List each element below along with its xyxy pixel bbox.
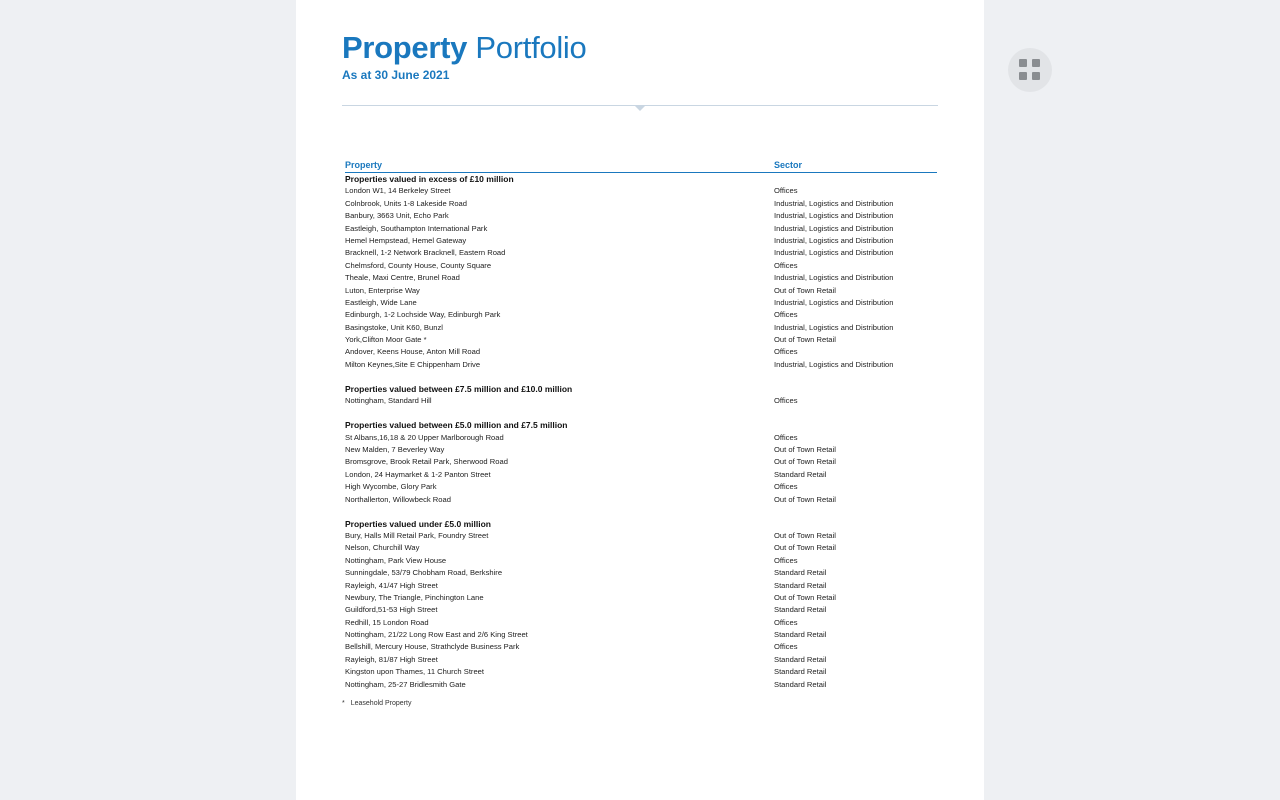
property-name: St Albans,16,18 & 20 Upper Marlborough Road [345, 432, 504, 442]
table-row [345, 359, 937, 371]
property-sector: Standard Retail [774, 580, 827, 590]
property-sector: Industrial, Logistics and Distribution [774, 211, 894, 221]
property-sector: Industrial, Logistics and Distribution [774, 273, 894, 283]
property-sector: Offices [774, 482, 798, 492]
grid-view-button[interactable] [1008, 48, 1052, 92]
group-heading: Properties valued under £5.0 million [345, 518, 491, 529]
property-sector: Out of Town Retail [774, 543, 836, 553]
property-sector: Industrial, Logistics and Distribution [774, 223, 894, 233]
property-name: London W1, 14 Berkeley Street [345, 186, 451, 196]
property-sector: Standard Retail [774, 679, 827, 689]
property-sector: Industrial, Logistics and Distribution [774, 248, 894, 258]
property-name: Andover, Keens House, Anton Mill Road [345, 347, 481, 357]
table-row [345, 629, 937, 641]
property-sector: Offices [774, 347, 798, 357]
property-name: Chelmsford, County House, County Square [345, 260, 492, 270]
table-row [345, 309, 937, 321]
property-name: Nottingham, 21/22 Long Row East and 2/6 King Street [345, 630, 528, 640]
property-sector: Offices [774, 396, 798, 406]
document-page [296, 0, 984, 800]
property-name: Guildford,51-53 High Street [345, 605, 438, 615]
table-row [345, 334, 937, 346]
table-row [345, 617, 937, 629]
property-sector: Industrial, Logistics and Distribution [774, 322, 894, 332]
property-sector: Offices [774, 617, 798, 627]
table-row [345, 223, 937, 235]
property-sector: Out of Town Retail [774, 494, 836, 504]
property-name: Bellshill, Mercury House, Strathclyde Business Park [345, 642, 520, 652]
table-row [345, 542, 937, 554]
table-row [345, 654, 937, 666]
property-name: Hemel Hempstead, Hemel Gateway [345, 235, 467, 245]
group-heading: Properties valued in excess of £10 million [345, 174, 514, 184]
property-group [345, 383, 937, 408]
property-name: London, 24 Haymarket & 1-2 Panton Street [345, 469, 491, 479]
property-sector: Industrial, Logistics and Distribution [774, 297, 894, 307]
footnote-mark: * [342, 700, 345, 707]
property-group [345, 518, 937, 691]
property-name: High Wycombe, Glory Park [345, 482, 437, 492]
property-name: Eastleigh, Southampton International Park [345, 223, 488, 233]
table-row [345, 185, 937, 197]
property-name: Banbury, 3663 Unit, Echo Park [345, 211, 449, 221]
property-sector: Industrial, Logistics and Distribution [774, 359, 894, 369]
column-header-sector: Sector [774, 160, 803, 170]
table-row [345, 679, 937, 691]
property-name: Kingston upon Thames, 11 Church Street [345, 667, 485, 677]
table-row [345, 285, 937, 297]
property-name: Rayleigh, 41/47 High Street [345, 580, 438, 590]
property-sector: Standard Retail [774, 469, 827, 479]
property-sector: Out of Town Retail [774, 592, 836, 602]
property-sector: Out of Town Retail [774, 457, 836, 467]
footnote [342, 700, 411, 707]
property-sector: Industrial, Logistics and Distribution [774, 198, 894, 208]
table-row [345, 395, 937, 407]
table-row [345, 210, 937, 222]
property-name: New Malden, 7 Beverley Way [345, 445, 445, 454]
table-row [345, 297, 937, 309]
table-row [345, 530, 937, 542]
property-name: Luton, Enterprise Way [345, 285, 420, 295]
property-group [345, 419, 937, 506]
table-row [345, 666, 937, 678]
property-name: Redhill, 15 London Road [345, 617, 429, 627]
table-row [345, 235, 937, 247]
table-row [345, 604, 937, 616]
property-table [345, 160, 937, 703]
property-name: Edinburgh, 1-2 Lochside Way, Edinburgh Park [345, 310, 501, 320]
table-row [345, 198, 937, 210]
table-header [345, 160, 937, 173]
property-name: Eastleigh, Wide Lane [345, 297, 417, 307]
property-name: Bromsgrove, Brook Retail Park, Sherwood Road [345, 457, 508, 467]
divider-notch [634, 105, 646, 111]
document-title [342, 30, 586, 66]
property-name: Colnbrook, Units 1-8 Lakeside Road [345, 198, 467, 208]
property-sector: Offices [774, 642, 798, 652]
group-heading: Properties valued between £5.0 million and £7.5 million [345, 420, 568, 431]
property-name: Nottingham, 25-27 Bridlesmith Gate [345, 679, 466, 689]
property-sector: Offices [774, 186, 798, 196]
property-sector: Standard Retail [774, 654, 827, 664]
table-row [345, 555, 937, 567]
table-row [345, 272, 937, 284]
property-name: Nelson, Churchill Way [345, 543, 420, 553]
property-name: Theale, Maxi Centre, Brunel Road [345, 273, 460, 283]
table-body [345, 173, 937, 691]
footnote-text: Leasehold Property [350, 700, 412, 707]
table-row [345, 481, 937, 493]
property-name: Rayleigh, 81/87 High Street [345, 654, 438, 664]
title-bold: Property [342, 30, 468, 65]
property-name: Bury, Halls Mill Retail Park, Foundry Street [345, 530, 489, 540]
table-row [345, 456, 937, 468]
table-row [345, 346, 937, 358]
property-name: York,Clifton Moor Gate * [345, 335, 427, 345]
property-sector: Offices [774, 260, 798, 270]
property-sector: Out of Town Retail [774, 285, 836, 295]
property-name: Basingstoke, Unit K60, Bunzl [345, 322, 443, 332]
title-regular: Portfolio [475, 30, 587, 65]
property-sector: Offices [774, 310, 798, 320]
table-row [345, 260, 937, 272]
table-row [345, 247, 937, 259]
column-header-property: Property [345, 160, 383, 170]
property-sector: Standard Retail [774, 630, 827, 640]
table-row [345, 469, 937, 481]
table-row [345, 444, 937, 456]
group-heading: Properties valued between £7.5 million and £10.0 million [345, 383, 573, 394]
property-sector: Standard Retail [774, 667, 827, 677]
property-name: Northallerton, Willowbeck Road [345, 494, 451, 504]
property-sector: Offices [774, 555, 798, 565]
property-sector: Out of Town Retail [774, 445, 836, 454]
property-sector: Offices [774, 432, 798, 442]
property-name: Bracknell, 1-2 Network Bracknell, Eastern Road [345, 248, 506, 258]
property-name: Milton Keynes,Site E Chippenham Drive [345, 359, 481, 369]
property-name: Nottingham, Park View House [345, 555, 447, 565]
table-row [345, 567, 937, 579]
table-row [345, 592, 937, 604]
property-sector: Out of Town Retail [774, 335, 836, 345]
property-name: Newbury, The Triangle, Pinchington Lane [345, 592, 484, 602]
table-row [345, 494, 937, 506]
document-subtitle: As at 30 June 2021 [342, 68, 450, 82]
table-row [345, 580, 937, 592]
property-sector: Industrial, Logistics and Distribution [774, 235, 894, 245]
property-sector: Standard Retail [774, 568, 827, 578]
table-row [345, 641, 937, 653]
property-name: Nottingham, Standard Hill [345, 396, 432, 406]
table-row [345, 432, 937, 444]
table-row [345, 322, 937, 334]
property-sector: Standard Retail [774, 605, 827, 615]
property-sector: Out of Town Retail [774, 530, 836, 540]
property-group [345, 173, 937, 371]
property-name: Sunningdale, 53/79 Chobham Road, Berkshire [345, 568, 503, 578]
